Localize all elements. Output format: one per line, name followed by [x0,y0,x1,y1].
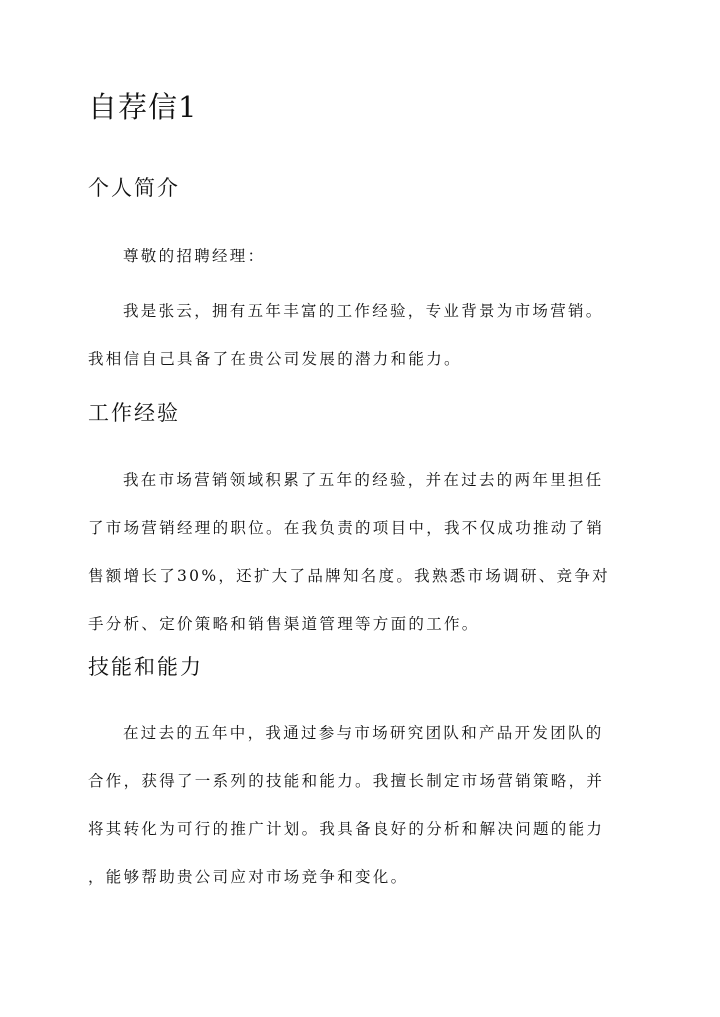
document-title: 自荐信1 [88,90,198,124]
paragraph-line: 我在市场营销领域积累了五年的经验，并在过去的两年里担任 [123,471,604,489]
paragraph-line: 我相信自己具备了在贵公司发展的潜力和能力。 [88,350,462,368]
paragraph-work-experience [88,456,636,648]
paragraph-introduction [88,287,636,383]
paragraph-line: 售额增长了30%，还扩大了品牌知名度。我熟悉市场调研、竞争对 [88,567,610,585]
paragraph-line: 在过去的五年中，我通过参与市场研究团队和产品开发团队的 [123,724,604,742]
paragraph-line: 我是张云，拥有五年丰富的工作经验，专业背景为市场营销。 [123,302,604,320]
paragraph-line: 尊敬的招聘经理： [123,247,266,265]
paragraph-skills [88,709,636,901]
paragraph-line: 手分析、定价策略和销售渠道管理等方面的工作。 [88,615,480,633]
paragraph-line: 合作，获得了一系列的技能和能力。我擅长制定市场营销策略，并 [88,772,605,790]
paragraph-line: 将其转化为可行的推广计划。我具备良好的分析和解决问题的能力 [88,820,605,838]
paragraph-line: ，能够帮助贵公司应对市场竞争和变化。 [88,868,409,886]
section-heading-work-experience: 工作经验 [88,401,180,425]
paragraph-line: 了市场营销经理的职位。在我负责的项目中，我不仅成功推动了销 [88,519,605,537]
section-heading-personal-intro: 个人简介 [88,176,180,200]
paragraph-salutation [88,232,636,280]
section-heading-skills: 技能和能力 [88,655,203,679]
